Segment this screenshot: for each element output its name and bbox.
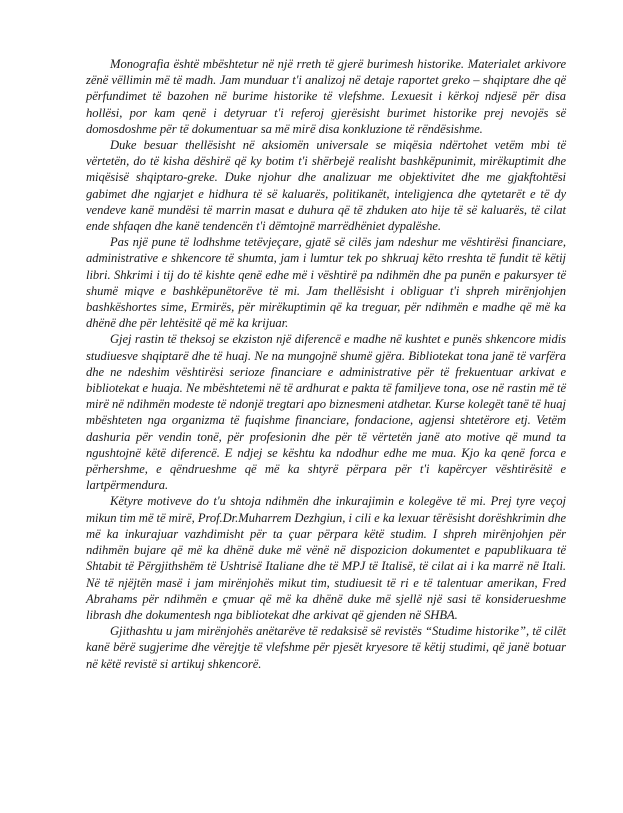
paragraph-sources: Monografia është mbështetur në një rreth të gjerë burimesh historike. Materialet arkivore zënë vëllimin më të madh. Jam munduar t'i analizoj në detaje raportet greko – shqiptare dhe që përfundimet të bazohen në burime historike të vlefshme. Lexuesit i kërkoj ndjesë për disa hollësi, por kam qenë i detyruar t'i referoj gjerësisht burimet historike prej nevojës së domosdoshme për të dokumentuar sa më mirë disa konkluzione të rëndësishme.: [86, 57, 566, 136]
paragraph-acknowledgement-colleagues: Këtyre motiveve do t'u shtoja ndihmën dhe inkurajimin e kolegëve të mi. Prej tyre veçoj mikun tim më të mirë, Prof.Dr.Muharrem Dezhgiun, i cili e ka lexuar tërësisht dorëshkrimin dhe më ka inkurajuar vazhdimisht për ta çuar përpara këtë studim. I shpreh mirënjohjen për ndihmën bujare që më ka dhënë duke më vënë në dispozicion dokumentet e papublikuara të Shtabit të Përgjithshëm të Ushtrisë Italiane dhe të MPJ të Italisë, të cilat ai i ka marrë në Itali. Në të njëjtën masë i jam mirënjohës mikut tim, studiuesit të ri e të talentuar amerikan, Fred Abrahams për ndihmën e çmuar që më ka dhënë duke më sjellë një sasi të konsiderueshme librash dhe dokumentesh nga bibliotekat dhe arkivat që gjenden në SHBA.: [86, 494, 566, 622]
paragraph-research-conditions: Gjej rastin të theksoj se ekziston një diferencë e madhe në kushtet e punës shkencore midis studiuesve shqiptarë dhe të huaj. Ne na mungojnë shumë gjëra. Bibliotekat tona janë të varfëra dhe ne ndeshim vështirësi serioze financiare e administrative për të frekuentuar arkivat e bibliotekat e huaja. Ne mbështetemi në të ardhurat e pakta të familjeve tona, ose në rastin më të mirë në ndihmën modeste të ndonjë tregtari apo biznesmeni atdhetar. Kurse kolegët tanë të huaj mbështeten nga organizma të fuqishme financiare, fondacione, agjensi shtetërore etj. Vetëm dashuria për vendin tonë, për profesionin dhe për të vërtetën janë ato motive që mund ta ngushtojnë këtë diferencë. E ndjej se kështu ka ndodhur edhe me mua. Kjo ka qenë forca e përhershme, e qëndrueshme që më ka shtyrë përpara për t'i kapërcyer vështirësitë e lartpërmendura.: [86, 332, 566, 493]
paragraph-acknowledgement-spouse: Pas një pune të lodhshme tetëvjeçare, gjatë së cilës jam ndeshur me vështirësi financiare, administrative e shkencore të shumta, jam i lumtur tek po shkruaj këto rreshta të fundit të këtij libri. Shkrimi i tij do të kishte qenë edhe më i vështirë pa ndihmën dhe pa punën e pakursyer të shumë miqve e bashkëpunëtorëve të mi. Jam thellësisht i obliguar t'i shpreh mirënjohjen bashkëshortes sime, Ermirës, për mirëkuptimin që ka treguar, për ndihmën e madhe që më ka dhënë dhe për lehtësitë që më ka krijuar.: [86, 235, 566, 331]
paragraph-acknowledgement-editors: Gjithashtu u jam mirënjohës anëtarëve të redaksisë së revistës “Studime historike”, të cilët kanë bërë sugjerime dhe vërejtje të vlefshme për pjesët kryesore të këtij studimi, që janë botuar në këtë revistë si artikuj shkencorë.: [86, 624, 566, 671]
document-page: [86, 56, 566, 672]
paragraph-friendship: Duke besuar thellësisht në aksiomën universale se miqësia ndërtohet vetëm mbi të vërtetën, do të kisha dëshirë që ky botim t'i shërbejë realisht bashkëpunimit, mirëkuptimit dhe miqësisë shqiptaro-greke. Duke njohur dhe analizuar me objektivitet dhe me gjakftohtësi gabimet dhe ngjarjet e hidhura të së kaluarës, politikanët, inteligjenca dhe qytetarët e të dy vendeve kanë mundësi të marrin masat e duhura që të zhduken ato hije të së kaluarës, të cilat ende shfaqen dhe kanë tendencën t'i dëmtojnë marrëdhëniet dypalëshe.: [86, 138, 566, 234]
